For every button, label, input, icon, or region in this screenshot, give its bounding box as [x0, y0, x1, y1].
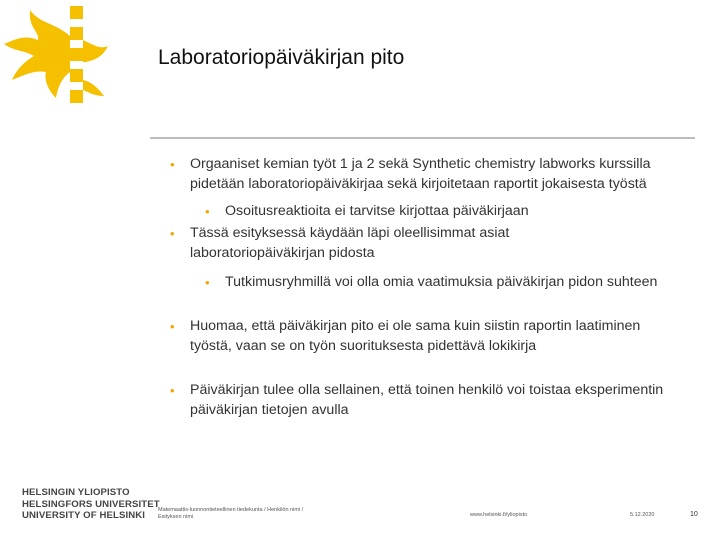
bullet-text: Tutkimusryhmillä voi olla omia vaatimuksia päiväkirjan pidon suhteen — [225, 274, 658, 290]
title-divider — [150, 137, 695, 139]
bullet-dot-icon: • — [170, 383, 175, 398]
wordmark-line: HELSINGFORS UNIVERSITET — [22, 498, 160, 510]
university-flame-logo — [0, 0, 110, 120]
presentation-name: Esityksen nimi — [158, 514, 194, 520]
bullet-item — [170, 155, 690, 194]
bullet-item — [170, 317, 685, 356]
university-wordmark — [22, 487, 160, 522]
page-number: 10 — [690, 511, 698, 518]
bullet-text: Tässä esityksessä käydään läpi oleellisimmat asiat laboratoriopäiväkirjan pidosta — [190, 225, 510, 261]
sub-bullet-item — [170, 201, 690, 222]
bullet-dot-icon: • — [205, 275, 210, 290]
bullet-text: Osoitusreaktioita ei tarvitse kirjottaa päiväkirjaan — [225, 203, 529, 219]
sub-bullet-item — [170, 272, 695, 293]
footer-date: 5.12.2020 — [630, 512, 655, 518]
bullet-text: Huomaa, että päiväkirjan pito ei ole sama kuin siistin raportin laatiminen työstä, vaan se on työn suorituksesta pidettävä lokikirja — [190, 318, 641, 354]
bullet-text: Orgaaniset kemian työt 1 ja 2 sekä Synthetic chemistry labworks kurssilla pidetään laboratoriopäiväkirjaa sekä kirjoitetaan raportit jokaisesta työstä — [190, 156, 651, 192]
footer-url: www.helsinki.fi/yliopisto — [470, 512, 528, 518]
slide-title: Laboratoriopäiväkirjan pito — [158, 46, 405, 69]
bullet-item — [170, 381, 670, 420]
bullet-list — [170, 155, 690, 420]
wordmark-line: UNIVERSITY OF HELSINKI — [22, 510, 146, 521]
bullet-dot-icon: • — [205, 204, 210, 219]
bullet-text: Päiväkirjan tulee olla sellainen, että toinen henkilö voi toistaa eksperimentin päiväkirjan tietojen avulla — [190, 382, 664, 418]
bullet-item — [170, 224, 580, 263]
bullet-dot-icon: • — [170, 157, 175, 172]
bullet-dot-icon: • — [170, 319, 175, 334]
footer-faculty — [158, 507, 303, 521]
wordmark-line: HELSINGIN YLIOPISTO — [22, 487, 130, 498]
faculty-line: Matemaattis-luonnontieteellinen tiedekunta / Henkilön nimi / — [158, 507, 304, 513]
bullet-dot-icon: • — [170, 226, 175, 241]
